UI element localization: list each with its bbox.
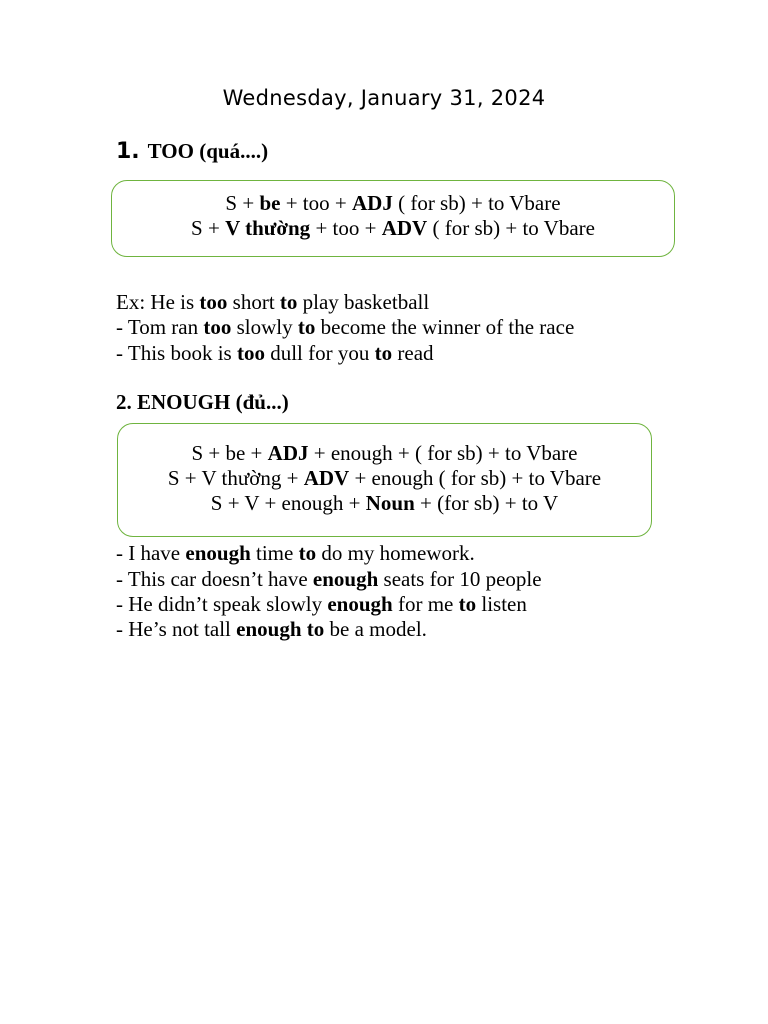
enough-formula-adv: S + V thường + ADV + enough ( for sb) + to Vbare bbox=[167, 466, 602, 490]
too-example-1: Ex: He is too short to play basketball bbox=[116, 290, 430, 314]
section-1-number: 1. bbox=[116, 139, 140, 164]
enough-formula-box bbox=[117, 423, 652, 537]
enough-formula-adj: S + be + ADJ + enough + ( for sb) + to Vbare bbox=[191, 441, 578, 465]
enough-example-1: - I have enough time to do my homework. bbox=[116, 541, 475, 565]
too-example-2: - Tom ran too slowly to become the winner of the race bbox=[116, 315, 575, 339]
section-1-heading bbox=[116, 139, 268, 164]
enough-formula-noun: S + V + enough + Noun + (for sb) + to V bbox=[210, 491, 559, 515]
too-example-3: - This book is too dull for you to read bbox=[116, 341, 434, 365]
enough-example-4: - He’s not tall enough to be a model. bbox=[116, 617, 427, 641]
too-formula-adv: S + V thường + too + ADV ( for sb) + to Vbare bbox=[191, 216, 595, 240]
section-2-heading: 2. ENOUGH (đủ...) bbox=[116, 390, 289, 414]
enough-example-2: - This car doesn’t have enough seats for 10 people bbox=[116, 567, 542, 591]
section-1-title: TOO (quá....) bbox=[147, 139, 269, 163]
enough-example-3: - He didn’t speak slowly enough for me to listen bbox=[116, 592, 527, 616]
page-date: Wednesday, January 31, 2024 bbox=[222, 86, 546, 110]
too-formula-box bbox=[111, 180, 675, 257]
too-formula-adj: S + be + too + ADJ ( for sb) + to Vbare bbox=[225, 191, 561, 215]
